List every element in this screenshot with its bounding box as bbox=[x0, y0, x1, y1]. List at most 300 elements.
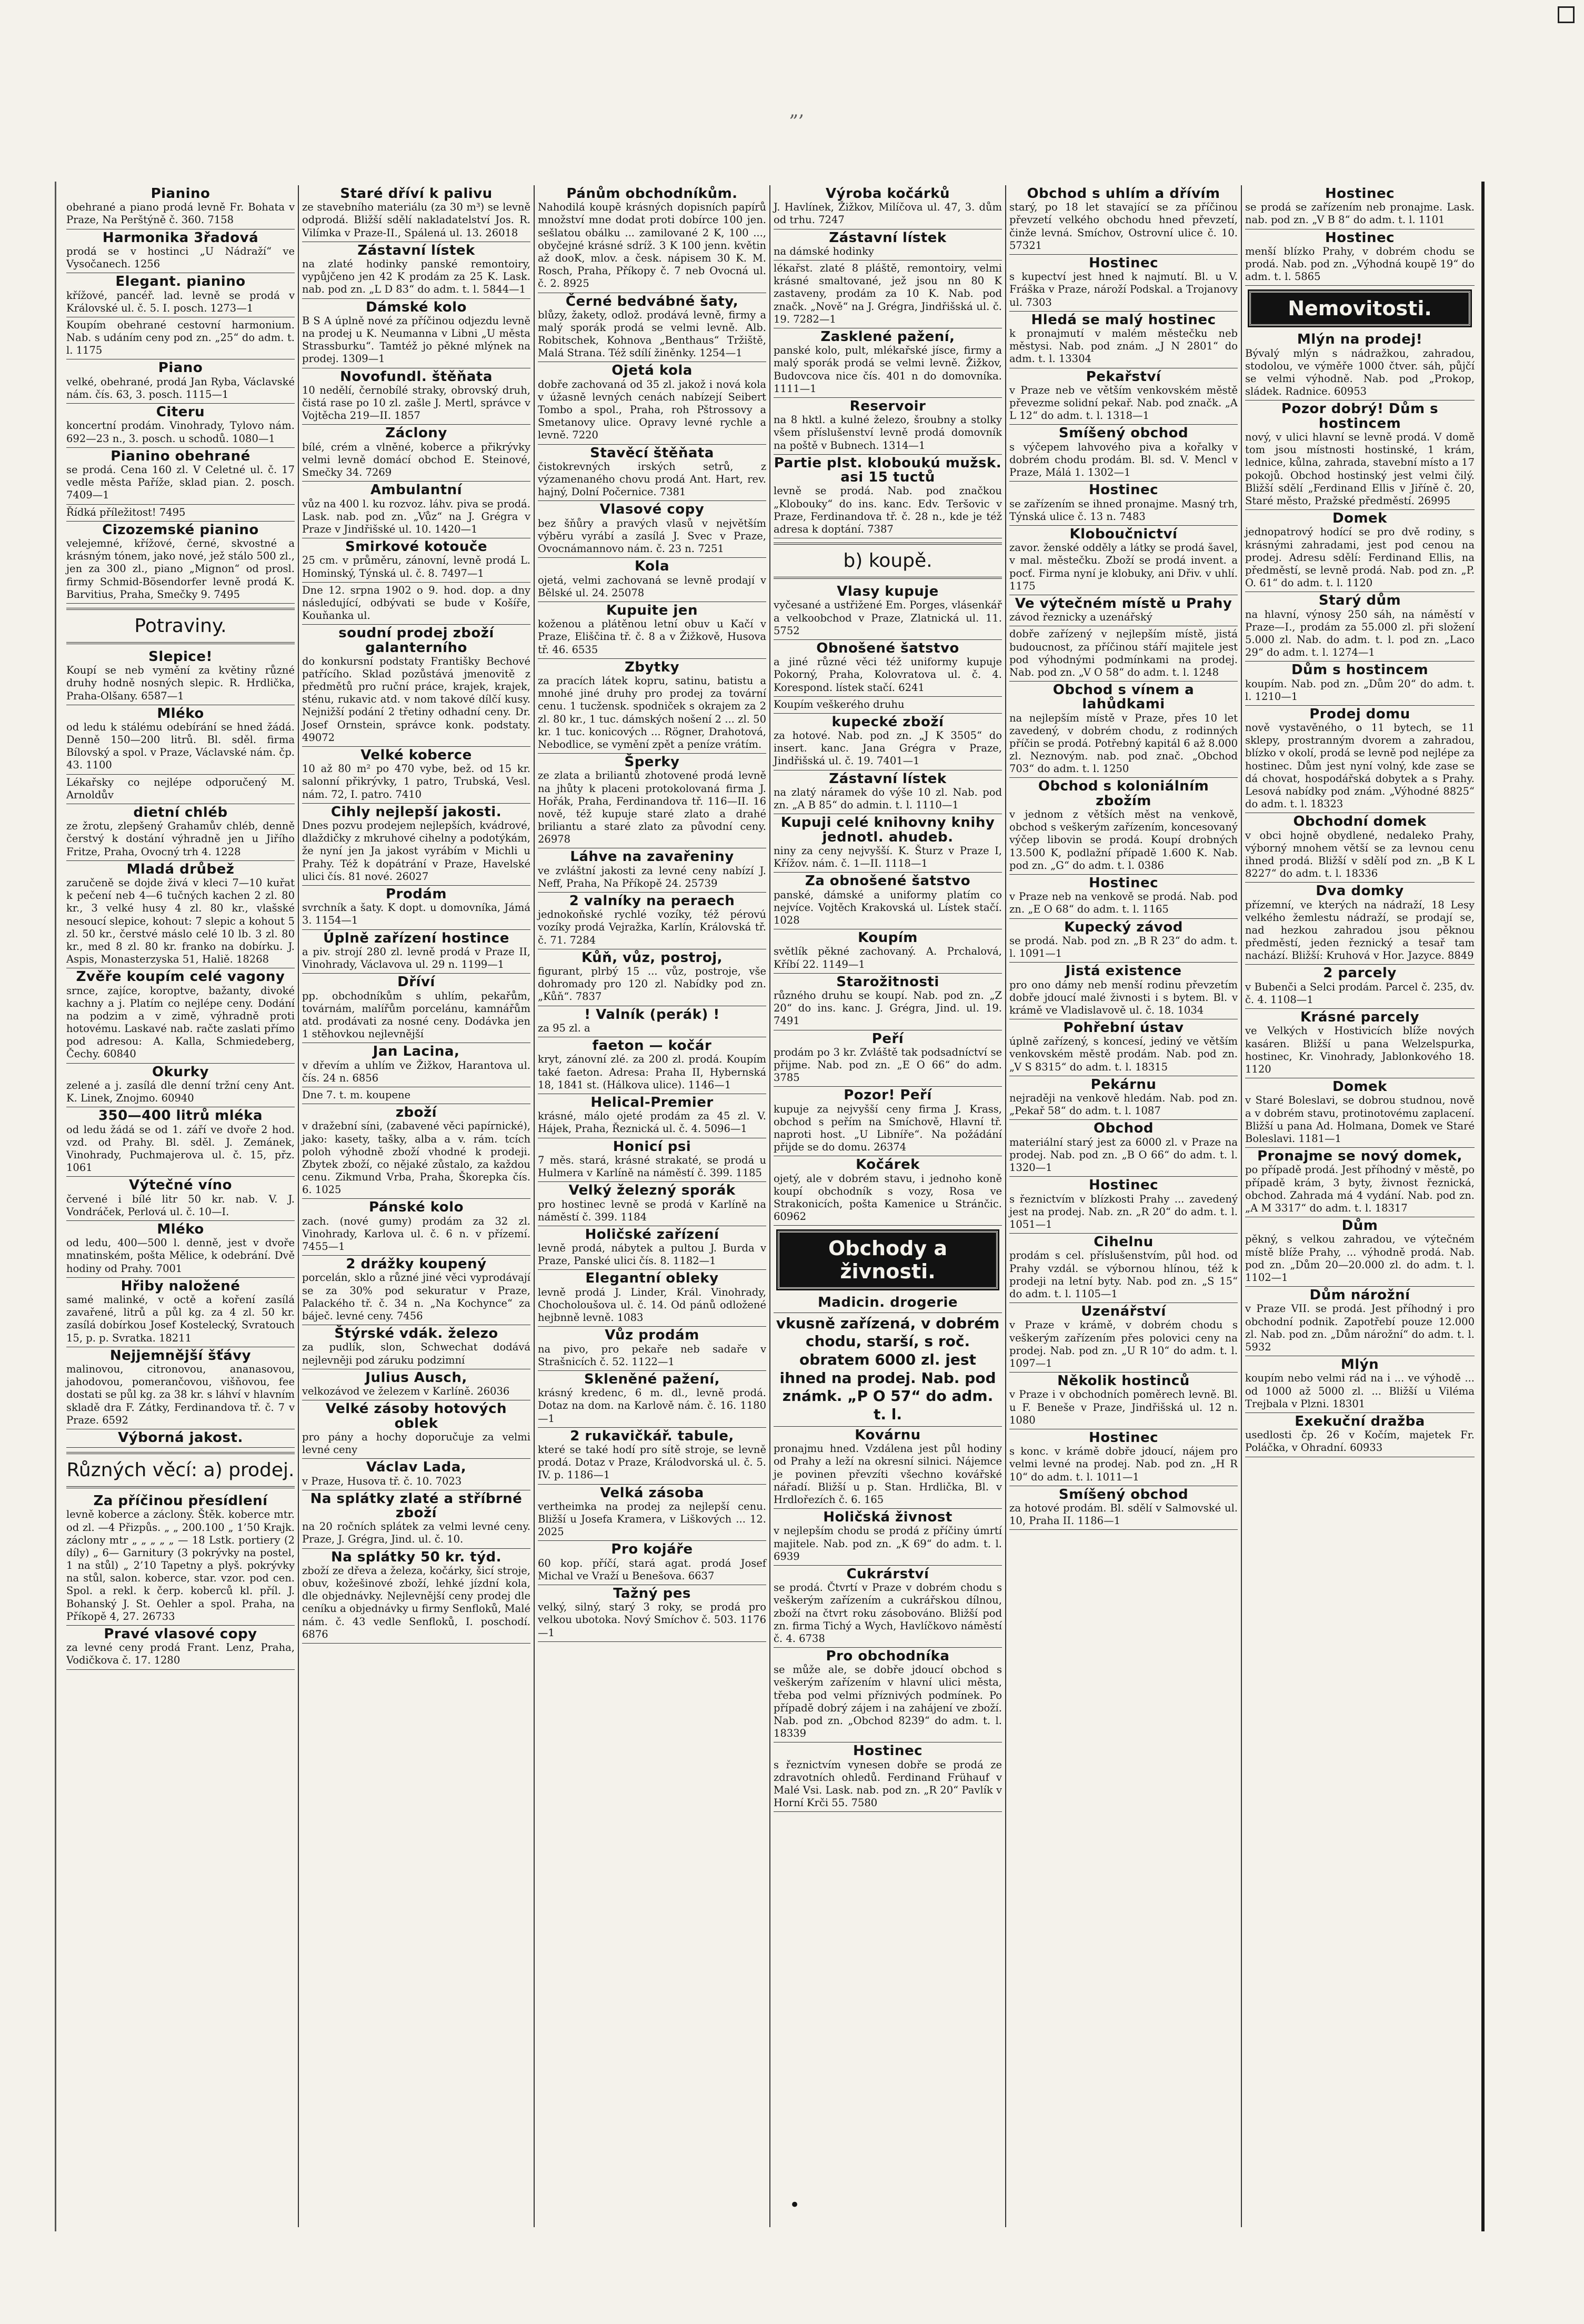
ad-text: pp. obchodníkům s uhlím, pekařům, továrnám, malířům porcelánu, kamnářům atd. prodávati za nosné ceny. Dodávka jen 1 stěhovkou nejlevnější bbox=[302, 989, 530, 1040]
ad-heading: Václav Lada, bbox=[366, 1459, 467, 1476]
ad-heading: Hostinec bbox=[1089, 1429, 1158, 1446]
ad-text: v dražební síni, (zabavené věci papírnické), jako: kasety, tašky, alba a v. rám. tcích poloh výhodně zboží vhodné k prodeji. Zbytek zboží, co nějaké zůstalo, za každou cenu. Zikmund Vrba, Praha, Škorepka čís. 6. 1025 bbox=[302, 1120, 530, 1196]
ad-heading: Zbytky bbox=[624, 659, 680, 675]
classified-ad bbox=[538, 293, 766, 363]
ad-heading: 2 rukavičkář. tabule, bbox=[570, 1428, 734, 1444]
classified-ad bbox=[1009, 963, 1238, 1019]
classified-ad bbox=[538, 1226, 766, 1270]
ad-heading: Skleněné pažení, bbox=[584, 1371, 720, 1387]
ad-heading: Tažný pes bbox=[613, 1586, 691, 1602]
ad-text: 7 měs. stará, krásné strakaté, se prodá u Hulmera v Karlíně na náměstí č. 399. 1185 bbox=[538, 1154, 766, 1179]
ad-heading: Dům s hostincem bbox=[1291, 662, 1429, 678]
ad-text: zboží ze dřeva a železa, kočárky, šicí stroje, obuv, kožešinové zboží, lehké jízdní kola, dle objednávky. Nejlevnější ceny prodej dle ceníku a objednávky u firmy Senfloků, Malé nám. č. 43 vedle Senfloků, I. poschodí. 6876 bbox=[302, 1564, 530, 1640]
classified-ad bbox=[1009, 255, 1238, 312]
ad-text: v Praze i v obchodních poměrech levně. Bl. u F. Beneše v Praze, Jindřišská ul. 12 n. 1080 bbox=[1009, 1388, 1238, 1426]
ad-text: se prodá se zařízením neb pronajme. Lask. nab. pod zn. „V B 8“ do adm. t. l. 1101 bbox=[1245, 201, 1475, 226]
ad-text: na 20 ročních splátek za velmi levné ceny. Praze, J. Grégra, Jind. ul. č. 10. bbox=[302, 1520, 530, 1546]
ad-heading: Koupím bbox=[858, 930, 918, 946]
classified-ad bbox=[66, 1429, 295, 1448]
ad-heading: Obchod s vínem a lahůdkami bbox=[1052, 682, 1195, 713]
classified-ad bbox=[774, 974, 1002, 1030]
classified-ad bbox=[1009, 1120, 1238, 1177]
ad-heading: zboží bbox=[395, 1105, 437, 1121]
ad-text: od ledu k stálému odebírání se hned žádá. Denně 150—200 litrů. Bl. sděl. firma Bílovský a spol. v Praze, Václavské nám. čp. 43. 1100 bbox=[66, 720, 295, 772]
ad-heading: Výborná jakost. bbox=[118, 1429, 243, 1446]
ad-heading: Velký železný sporák bbox=[568, 1183, 736, 1199]
ad-heading: Kupuji celé knihovny knihy jednotl. ahudeb. bbox=[780, 815, 995, 845]
ad-text: pro hostinec levně se prodá v Karlíně na náměstí č. 399. 1184 bbox=[538, 1198, 766, 1223]
ad-text: v jednom z větších měst na venkově, obchod s veškerým zařízením, koncesovaný výčep libovin se prodá. Koupí drobných 13.500 K, podlažní případě 1.600 K. Nab. pod zn. „G“ do adm. t. l. 0386 bbox=[1009, 808, 1238, 871]
ad-heading: Elegant. pianino bbox=[115, 274, 246, 290]
ad-heading: Ve výtečném místě u Prahy bbox=[1015, 595, 1232, 612]
ad-text: prodám s cel. příslušenstvím, půl hod. od Prahy vzdál. se výbornou hlínou, též k prodeji na letní byty. Nab. pod zn. „S 15“ do adm. t. l. 1105—1 bbox=[1009, 1249, 1238, 1300]
ad-text: nový, v ulici hlavní se levně prodá. V domě tom jsou místnosti hostinské, 1 krám, lednice, kůlna, zahrada, stavební místo a 17 pokojů. Obchod hostinský jest velmi čilý. Bližší sdělí „Ferdinand Ellis v Jiříně č. 20, Staré město, Pražské předměstí. 26995 bbox=[1245, 431, 1475, 507]
ad-text: v Bubenči a Selci prodám. Parcel č. 235, dv. č. 4. 1108—1 bbox=[1245, 980, 1475, 1006]
classified-ad bbox=[1009, 482, 1238, 526]
classified-ad bbox=[1245, 1009, 1475, 1078]
ad-heading: Hostinec bbox=[853, 1743, 923, 1759]
ad-heading: Nejjemnější šťávy bbox=[109, 1347, 252, 1364]
ad-text: na hlavní, výnosy 250 sáh, na náměstí v Praze—I., prodám za 55.000 zl. při složení 5.000 zl. Nab. do adm. t. l. pod zn. „Laco 29“ do adm. t. l. 1274—1 bbox=[1245, 608, 1475, 659]
classified-ad bbox=[774, 814, 1002, 873]
ad-heading: Piano bbox=[158, 360, 203, 376]
ad-heading: Novofundl. štěňata bbox=[340, 368, 493, 385]
ad-text: prodám po 3 kr. Zvláště tak podsadníctví se přijme. Nab. pod zn. „E O 66“ do adm. 3785 bbox=[774, 1046, 1002, 1084]
classified-ad bbox=[538, 1371, 766, 1428]
ad-text: ze stavebního materiálu (za 30 m³) se levně odprodá. Bližší sdělí nakladatelství Jos. R. Vilímka v Praze-II., Spálená ul. 13. 26018 bbox=[302, 201, 530, 239]
classified-ad bbox=[302, 242, 530, 299]
ad-text: levně prodá, nábytek a pultou J. Burda v Praze, Panské ulici čís. 8. 1182—1 bbox=[538, 1242, 766, 1267]
ad-heading: Hostinec bbox=[1089, 482, 1158, 498]
ad-heading: Štýrské vdák. železo bbox=[334, 1326, 498, 1342]
classified-ad bbox=[538, 445, 766, 502]
ad-text: vyčesané a ustřižené Em. Porges, vlásenkář a velkoobchod v Praze, Zlatnická ul. 11. 5752 bbox=[774, 599, 1002, 637]
ad-text: v dřevím a uhlím ve Žižkov, Harantova ul. čís. 24 n. 6856 bbox=[302, 1059, 530, 1084]
ad-text: bez šňůry a pravých vlasů v největším výběru vyrábí a zasílá J. Svec v Praze, Ovocnámannovo nám. č. 23 n. 7251 bbox=[538, 517, 766, 555]
ad-heading: Prodám bbox=[386, 886, 447, 902]
classified-ad bbox=[66, 804, 295, 861]
ad-heading: Kůň, vůz, postroj, bbox=[581, 949, 723, 966]
ad-heading: Mléko bbox=[157, 705, 204, 722]
ad-heading: Jan Lacina, bbox=[373, 1044, 460, 1060]
classified-ad bbox=[538, 602, 766, 659]
ad-text: blůzy, žakety, odlož. prodává levně, firmy a malý sporák prodá se velmi levně. Alb. Robitschek, Kohnova „Benthaus“ Tržiště, Malá Strana. Též sdílí žiněnky. 1254—1 bbox=[538, 308, 766, 359]
classified-ad bbox=[66, 273, 295, 317]
classified-ad bbox=[66, 404, 295, 448]
ad-text: 10 až 80 m² po 470 vybe, bež. od 15 kr. salonní přikrývky, 1 patro, Trubská, Vesl. nám. 72, I. patro. 7410 bbox=[302, 763, 530, 800]
classified-ad bbox=[66, 359, 295, 404]
ad-heading: Obchod bbox=[1093, 1120, 1154, 1137]
classified-ad bbox=[774, 1313, 1002, 1427]
classified-ad bbox=[538, 1006, 766, 1037]
classified-ad bbox=[538, 1270, 766, 1327]
classified-ad bbox=[66, 229, 295, 274]
bottom-dot: • bbox=[789, 2195, 800, 2216]
classified-ad bbox=[538, 1541, 766, 1585]
ad-heading: Smíšený obchod bbox=[1058, 1486, 1189, 1502]
ad-heading: Helical-Premier bbox=[590, 1094, 714, 1110]
classified-ad bbox=[302, 747, 530, 804]
classified-ad bbox=[1009, 526, 1238, 595]
ad-heading: Zasklené pažení, bbox=[820, 328, 955, 345]
ad-text: na nejlepším místě v Praze, přes 10 let zavedený, v dobrém chodu, z rodinných příčin se prodá. Potřebný kapitál 6 až 8.000 zl. Neznovým. nab. pod znač. „Obchod 703“ do adm. t. l. 1250 bbox=[1009, 712, 1238, 775]
classified-ad bbox=[538, 1138, 766, 1183]
ad-heading: Velká zásoba bbox=[600, 1485, 704, 1501]
ad-text: v Praze v krámě, v dobrém chodu s veškerým zařízením přes polovici ceny na prodej. Nab. pod zn. „U R 10“ do adm. t. l. 1097—1 bbox=[1009, 1319, 1238, 1369]
ad-text: jednokoňské rychlé vozíky, též pérovú vozíky prodá Vejražka, Karlín, Královská tř. č. 71. 7284 bbox=[538, 908, 766, 946]
ad-text: v Praze neb ve větším venkovském městě převezme solidní pekař. Nab. pod značk. „A L 12“ do adm. t. l. 1318—1 bbox=[1009, 384, 1238, 422]
ad-heading: Cukrárství bbox=[846, 1566, 929, 1582]
classified-ad bbox=[538, 1327, 766, 1371]
ad-heading: Pravé vlasové copy bbox=[104, 1626, 257, 1642]
ad-text: panské kolo, pult, mlékařské jísce, firmy a malý sporák prodá se velmi levně. Žižkov, Budovcova nice čís. 401 n do domovníka. 1111—1 bbox=[774, 344, 1002, 395]
classified-ad bbox=[774, 1509, 1002, 1566]
ad-text: za 95 zl. a bbox=[538, 1021, 590, 1034]
classified-ad bbox=[538, 1428, 766, 1485]
ad-heading: 2 parcely bbox=[1323, 965, 1397, 981]
ad-heading: Honicí psi bbox=[613, 1138, 691, 1155]
ad-text: které se také hodí pro sítě stroje, se levně prodá. Dotaz v Praze, Králodvorská ul. č. 5. IV. p. 1186—1 bbox=[538, 1444, 766, 1481]
classified-ad bbox=[302, 583, 530, 625]
ad-heading: Reservoir bbox=[849, 398, 926, 414]
classified-ad bbox=[774, 455, 1002, 538]
ad-text: v Staré Boleslavi, se dobrou studnou, nově a v dobrém stavu, protinotovému zaplacení. Bližší u pana Ad. Holmana, Domek ve Staré Boleslavi. 1181—1 bbox=[1245, 1094, 1475, 1145]
ad-heading: Holičské zařízení bbox=[585, 1226, 719, 1243]
ad-text: se prodá. Cena 160 zl. V Celetné ul. č. 17 vedle města Paříže, sklad pian. 2. posch. 7409—1 bbox=[66, 464, 295, 502]
ad-heading: Pozor! Peří bbox=[844, 1087, 932, 1104]
classified-ad bbox=[538, 558, 766, 602]
classified-ad bbox=[774, 185, 1002, 229]
ad-heading: Obchod s koloniálním zbožím bbox=[1038, 778, 1209, 809]
ad-text: Dnes pozvu prodejem nejlepších, kvádrové, dlaždičky z mkruhové cihelny a podotýkám, že nyní jen Ja jakost vyrábím v Michli u Prahy. Též k dopátrání v Praze, Havelské ulici čís. 81 nové. 26027 bbox=[302, 819, 530, 883]
ad-heading: Záclony bbox=[385, 425, 447, 442]
ad-heading: 350—400 litrů mléka bbox=[98, 1108, 263, 1124]
classified-ad bbox=[66, 1626, 295, 1670]
ad-text: dobře zachovaná od 35 zl. jakož i nová kola v úžasně levných cenách nabízejí Seibert Tombo a spol., Praha, roh Pštrossovy a Smetanovy ulice. Opravy levné rychle a levně. 7220 bbox=[538, 378, 766, 442]
ad-text: červené i bílé litr 50 kr. nab. V. J. Vondráček, Perlová ul. č. 10—I. bbox=[66, 1193, 295, 1218]
ad-heading: Kola bbox=[634, 558, 669, 575]
ad-heading: Krásné parcely bbox=[1300, 1009, 1420, 1026]
ad-text: za hotové prodám. Bl. sdělí v Salmovské ul. 10, Praha II. 1186—1 bbox=[1009, 1501, 1238, 1527]
ad-heading: Stavěcí štěňata bbox=[590, 445, 714, 461]
ad-heading: Vlasy kupuje bbox=[837, 584, 939, 600]
ad-text: po případě prodá. Jest příhodný v městě, po případě krám, 3 byty, živnost řeznická, obchod. Zahrada má 4 vydání. Nab. pod zn. „A M 3317“ do adm. t. l. 18317 bbox=[1245, 1164, 1475, 1214]
ad-heading: Starožitnosti bbox=[836, 974, 939, 990]
classified-ad bbox=[1009, 1019, 1238, 1076]
ad-text: ze zlata a briliantů zhotovené prodá levně na jhůty k placeni protokolovaná firma J. Hořák, Praha, Ferdinandova tř. 116—II. 16 nově, též kupuje staré zlato a drahé briliantu a staré zlato za původní ceny. 26978 bbox=[538, 769, 766, 846]
classified-ad bbox=[1245, 400, 1475, 510]
classified-ad bbox=[66, 1177, 295, 1221]
ad-text: pěkný, s velkou zahradou, ve výtečném místě blíže Prahy, ... výhodně prodá. Nab. pod zn. „Dům 20—20.000 zl. do adm. t. l. 1102—1 bbox=[1245, 1233, 1475, 1284]
ad-heading: Smíšený obchod bbox=[1058, 425, 1189, 442]
ad-heading: Obnošené šatstvo bbox=[816, 640, 959, 656]
classified-ad bbox=[774, 873, 1002, 929]
classified-ad bbox=[302, 625, 530, 747]
ad-text: v obci hojně obydlené, nedaleko Prahy, výborný mnohem větší se za levnou cenu ihned prodá. Bližší v sdělí pod zn. „B K L 8227“ do adm. t. l. 18336 bbox=[1245, 829, 1475, 880]
ad-heading: Dámské kolo bbox=[366, 299, 467, 315]
ad-text: v Praze VII. se prodá. Jest příhodný i pro obchodní podnik. Zapotřebí pouze 12.000 zl. Nab. pod zn. „Dům nárožní“ do adm. t. l. 5932 bbox=[1245, 1303, 1475, 1353]
ad-text: velké, obehrané, prodá Jan Ryba, Václavské nám. čís. 63, 3. posch. 1115—1 bbox=[66, 375, 295, 400]
classified-ad bbox=[66, 317, 295, 360]
ad-heading: Za příčinou přesídlení bbox=[93, 1493, 268, 1509]
ad-text: 60 kop. příčí, stará agat. prodá Josef Michal ve Vraží u Benešova. 6637 bbox=[538, 1557, 766, 1582]
ad-text: křížové, pancéř. lad. levně se prodá v Královské ul. č. 5. I. posch. 1273—1 bbox=[66, 289, 295, 314]
ad-text: kryt, zánovní zlé. za 200 zl. prodá. Koupím také faeton. Adresa: Praha II, Hybernská 18, 1841 st. (Hálkova ulice). 1146—1 bbox=[538, 1053, 766, 1091]
ad-text: svrchník a šaty. K dopt. u domovníka, Jámá 3. 1154—1 bbox=[302, 901, 530, 927]
ad-heading: Ambulantní bbox=[370, 482, 463, 498]
ad-heading: Zástavní lístek bbox=[829, 770, 947, 787]
classified-ad bbox=[302, 804, 530, 886]
classified-ad bbox=[302, 930, 530, 974]
ad-heading: Pronajme se nový domek, bbox=[1257, 1148, 1462, 1165]
ad-text: zavor. ženské odděly a látky se prodá šavel, v mal. městečku. Zboží se prodá invent. a pocť. Firma nyní je klobuky, ani Dřiv. v uhlí. 1175 bbox=[1009, 542, 1238, 592]
column-1 bbox=[63, 185, 299, 2227]
classified-ad bbox=[774, 697, 1002, 714]
section-heading: Různých věcí: a) prodej. bbox=[66, 1452, 295, 1488]
ad-text: k pronajmutí v malém městečku neb městysi. Nab. pod znám. „J N 2801“ do adm. t. l. 13304 bbox=[1009, 327, 1238, 365]
ad-heading: Obchodní domek bbox=[1293, 814, 1427, 830]
ad-heading: Dům nárožní bbox=[1309, 1287, 1410, 1304]
classified-ad bbox=[302, 974, 530, 1043]
classified-ad bbox=[302, 1549, 530, 1644]
classified-ad bbox=[1245, 331, 1475, 400]
ad-heading: kupecké zboží bbox=[831, 714, 944, 730]
classified-ad bbox=[1245, 965, 1475, 1009]
ad-text: zach. (nové gumy) prodám za 32 zl. Vinohrady, Karlova ul. č. 6 n. v přízemí. 7455—1 bbox=[302, 1215, 530, 1253]
ad-heading: Cihly nejlepší jakosti. bbox=[330, 804, 502, 820]
classified-ad bbox=[1009, 1303, 1238, 1373]
classified-ad bbox=[302, 1369, 530, 1400]
ad-text: ve Velkých v Hostivicích blíže nových kasáren. Bližší u pana Welzelspurka, hostinec, Kr. Vinohrady, Jablonkového 18. 1120 bbox=[1245, 1025, 1475, 1075]
ad-heading: Dva domky bbox=[1316, 883, 1404, 899]
classified-ad bbox=[1245, 1078, 1475, 1148]
ad-heading: Pianino bbox=[151, 186, 210, 202]
classified-ad bbox=[538, 949, 766, 1006]
ad-heading: Ojetá kola bbox=[611, 363, 693, 379]
ad-heading: Pianino obehrané bbox=[111, 448, 250, 464]
classified-ad bbox=[774, 1087, 1002, 1156]
top-stray-mark: „, bbox=[789, 100, 805, 121]
classified-columns bbox=[63, 185, 1478, 2227]
ad-heading: Výtečné víno bbox=[129, 1177, 232, 1194]
ad-text: panské, dámské a uniformy platím co nejvíce. Vojtěch Krakovská ul. Lístek stačí. 1028 bbox=[774, 888, 1002, 926]
classified-ad bbox=[302, 482, 530, 538]
ad-heading: Hostinec bbox=[1325, 186, 1395, 202]
ad-text: s řeznictvím vynesen dobře se prodá ze zdravotních ohledů. Ferdinand Frühauf v Malé Vsi. Lask. nab. pod zn. „R 20“ Pavlík v Horní Krči 55. 7580 bbox=[774, 1758, 1002, 1809]
ad-text: za pudlík, slon, Schwechat dodává nejlevněji pod záruku podzimní bbox=[302, 1341, 530, 1366]
classified-ad bbox=[66, 648, 295, 705]
classified-ad bbox=[774, 929, 1002, 974]
classified-ad bbox=[538, 1485, 766, 1541]
ad-text: malinovou, citronovou, ananasovou, jahodovou, pomerančovou, višňovou, fee dostati se půl kg. za 38 kr. s láhví v hlavním skladě dra F. Zátky, Ferdinandova tř. č. 7 v Praze. 6592 bbox=[66, 1363, 295, 1426]
ad-text: světlík pěkné zachovaný. A. Prchalová, Kříbí 22. 1149—1 bbox=[774, 945, 1002, 970]
classified-ad bbox=[538, 362, 766, 444]
ad-text: J. Havlínek, Žižkov, Milíčova ul. 47, 3. dům od trhu. 7247 bbox=[774, 201, 1002, 226]
ad-text: na pivo, pro pekaře neb sadaře v Strašnicích č. 52. 1122—1 bbox=[538, 1343, 766, 1368]
ad-heading: Elegantní obleky bbox=[585, 1270, 719, 1287]
classified-ad bbox=[1009, 875, 1238, 919]
classified-ad bbox=[66, 705, 295, 775]
column-4 bbox=[770, 185, 1006, 2227]
ad-heading: Zvěře koupím celé vagony bbox=[76, 969, 285, 985]
ad-heading: Zástavní lístek bbox=[357, 242, 475, 258]
ad-text: nově vystavěného, o 11 bytech, se 11 sklepy, prostranným dvorem a zahradou, blízko v okolí, prodá se levně pod nejlépe za hostinec. Dům jest nyní volný, kde zase se dá chovat, hospodářská dobytek a s Prahy. Lesová nabídky pod znám. „Výhodné 8825“ do adm. t. l. 18323 bbox=[1245, 722, 1475, 810]
ad-heading: 2 drážky koupený bbox=[346, 1256, 487, 1273]
classified-ad bbox=[538, 1182, 766, 1226]
classified-ad bbox=[1245, 510, 1475, 592]
classified-ad bbox=[1245, 1148, 1475, 1217]
classified-ad bbox=[1245, 229, 1475, 286]
classified-ad bbox=[774, 714, 1002, 770]
classified-ad bbox=[1009, 1486, 1238, 1530]
ad-text: samé malinké, v octě a koření zasílá zavařené, litrů a půl kg. za 4 zl. 50 kr. zasílá dobírkou Josef Kostelecký, Svratouch 15, p. p. Svratka. 18211 bbox=[66, 1294, 295, 1344]
classified-ad bbox=[1009, 368, 1238, 425]
ad-text: menší blízko Prahy, v dobrém chodu se prodá. Nab. pod zn. „Výhodná koupě 19“ do adm. t. l. 5865 bbox=[1245, 245, 1475, 283]
ad-text: starý, po 18 let stavající se za příčinou převzetí velkého obchodu hned převzetí, činže levná. Smíchov, Ostrovní ulice č. 10. 57321 bbox=[1009, 201, 1238, 252]
classified-ad bbox=[1009, 682, 1238, 778]
ad-heading: Citeru bbox=[156, 404, 205, 420]
ad-text: srnce, zajíce, koroptve, bažanty, divoké kachny a j. Platím co nejlépe ceny. Dodání na podzim a v zimě, výhradně proti hotovému. Laskavé nab. račte zaslati přímo pod adresou: A. Kalla, Schmiedeberg, Čechy. 60840 bbox=[66, 984, 295, 1060]
ad-text: Lékařsky co nejlépe odporučený M. Arnoldův bbox=[66, 776, 295, 801]
ad-text: levně se prodá. Nab. pod značkou „Klobouky“ do ins. kanc. Edv. Teršovic v Praze, Ferdinandova tř. č. 28 n., kde je též adresa k doptání. 7387 bbox=[774, 485, 1002, 535]
classified-ad bbox=[1009, 1429, 1238, 1486]
classified-ad bbox=[774, 229, 1002, 261]
ad-heading: Holičská živnost bbox=[823, 1509, 953, 1526]
classified-ad bbox=[538, 659, 766, 754]
classified-ad bbox=[1245, 1356, 1475, 1413]
ad-text: na dámské hodinky bbox=[774, 245, 874, 257]
corner-frame-mark bbox=[1558, 6, 1575, 23]
section-banner: Nemovitosti. bbox=[1249, 291, 1470, 326]
classified-ad bbox=[66, 185, 295, 229]
ad-text: za hotové. Nab. pod zn. „J K 3505“ do insert. kanc. Jana Grégra v Praze, Jindřišská ul. č. 19. 7401—1 bbox=[774, 729, 1002, 767]
ad-text: závod řeznicky a uzenářský bbox=[1009, 611, 1152, 624]
ad-heading: Domek bbox=[1332, 510, 1387, 527]
ad-text: od ledu žádá se od 1. září ve dvoře 2 hod. vzd. od Prahy. Bl. sděl. J. Zemánek, Vinohrady, Puchmajerova ul. č. 15, přz. 1061 bbox=[66, 1123, 295, 1174]
ad-text: Bývalý mlýn s nádražkou, zahradou, stodolou, ve výměře 1000 čtver. sáh, půjčí se velmi výhodně. Nab. pod „Prokop, sládek. Radnice. 60953 bbox=[1245, 347, 1475, 398]
classified-ad bbox=[66, 1347, 295, 1429]
classified-ad bbox=[1245, 592, 1475, 662]
ad-text: zaručeně se dojde živá v kleci 7—10 kuřat k pečení neb 4—6 tučných kachen 2 zl. 80 kr., 3 velké husy 4 zl. 80 kr., vlašské nesoucí slepice, kohout: 7 slepic a kohout 5 zl. 50 kr., čerstvé máslo celé 10 lb. 3 zl. 80 kr., med 8 zl. 80 kr. franko na dobírku. J. Aspis, Monasterzyska 51, Haliě. 18268 bbox=[66, 877, 295, 966]
ad-heading: faeton — kočár bbox=[592, 1038, 712, 1054]
classified-ad bbox=[774, 1648, 1002, 1742]
ad-heading: Exekuční dražba bbox=[1295, 1413, 1425, 1429]
ad-text: vůz na 400 l. ku rozvoz. láhv. piva se prodá. Lask. nab. pod zn. „Vůz“ na J. Grégra v Praze v Jindřišské ul. 10. 1420—1 bbox=[302, 497, 530, 535]
ad-text: vertheimka na prodej za nejlepší cenu. Bližší u Josefa Kramera, v Liškových ... 12. 2025 bbox=[538, 1500, 766, 1538]
ad-text: různého druhu se koupí. Nab. pod zn. „Z 20“ do ins. kanc. J. Grégra, Jind. ul. 19. 7491 bbox=[774, 989, 1002, 1027]
classified-ad bbox=[66, 861, 295, 969]
ad-text: obehrané a piano prodá levně Fr. Bohata v Praze, Na Perštýně č. 360. 7158 bbox=[66, 201, 295, 226]
classified-ad bbox=[302, 538, 530, 583]
ad-heading: Láhve na zavařeniny bbox=[570, 849, 734, 865]
ad-heading: Uzenářství bbox=[1081, 1304, 1166, 1320]
ad-heading: Pánům obchodníkům. bbox=[566, 186, 738, 202]
ad-text: koženou a plátěnou letní obuv u Kačí v Praze, Eliščina tř. č. 8 a v Žižkově, Husova tř. 46. 6535 bbox=[538, 618, 766, 656]
ad-text: pro ono dámy neb menší rodinu převzetím dobře jdoucí malé živnosti i s bytem. Bl. v krámě ve Vladislavově ul. č. 18. 1034 bbox=[1009, 978, 1238, 1016]
ad-text: s výčepem lahvového piva a kořalky v dobrém chodu prodám. Bl. sd. V. Mencl v Praze, Málá 1. 1302—1 bbox=[1009, 440, 1238, 479]
ad-heading: Kovárnu bbox=[855, 1427, 921, 1443]
classified-ad bbox=[1245, 1413, 1475, 1457]
ad-text: v nejlepším chodu se prodá z příčiny úmrtí majitele. Nab. pod zn. „K 69“ do adm. t. l. 6939 bbox=[774, 1525, 1002, 1562]
column-2 bbox=[299, 185, 535, 2227]
column-3 bbox=[535, 185, 770, 2227]
classified-ad bbox=[1009, 425, 1238, 482]
classified-ad bbox=[1009, 595, 1238, 626]
ad-text: se může ale, se dobře jdoucí obchod s veškerým zařízením v hlavní ulici města, třeba pod velmi příznivých podmínek. Po případě dobrý zájem i na zahájení ve zboží. Nab. pod zn. „Obchod 8239“ do adm. t. l. 18339 bbox=[774, 1664, 1002, 1740]
ad-heading: Starý dům bbox=[1318, 593, 1401, 609]
ad-text: ve zvláštní jakosti za levné ceny nabízí J. Neff, Praha, Na Příkopě 24. 25739 bbox=[538, 864, 766, 889]
classified-ad bbox=[1245, 883, 1475, 965]
ad-text: a jiné různé věci též uniformy kupuje Pokorný, Praha, Kolovratova ul. č. 4. Korespond. lístek stačí. 6241 bbox=[774, 656, 1002, 694]
classified-ad bbox=[302, 1087, 530, 1104]
ad-text: v Praze, Husova tř. č. 10. 7023 bbox=[302, 1475, 462, 1487]
ad-text: ojetá, velmi zachovaná se levně prodají v Bělské ul. 24. 25078 bbox=[538, 574, 766, 599]
ad-text: 25 cm. v průměru, zánovní, levně prodá L. Hominský, Týnská ul. č. 8. 7497—1 bbox=[302, 554, 530, 579]
classified-ad bbox=[1009, 626, 1238, 682]
classified-ad bbox=[66, 505, 295, 522]
ad-heading: soudní prodej zboží galanterního bbox=[338, 625, 494, 656]
ad-heading: Peří bbox=[871, 1030, 904, 1047]
ad-text: se zařízením se ihned pronajme. Masný trh, Týnská ulice č. 13 n. 7483 bbox=[1009, 497, 1238, 523]
ad-heading: Dům bbox=[1341, 1218, 1378, 1234]
ad-text: pronajmu hned. Vzdálena jest půl hodiny od Prahy a leží na okresní silnici. Nájemce je povinen převzíti všechno kovářské nářadí. Bližší u p. Stan. Hrdlička, Bl. v Hrdlořezích č. 6. 165 bbox=[774, 1443, 1002, 1506]
classified-ad bbox=[538, 848, 766, 893]
section-heading: Potraviny. bbox=[66, 608, 295, 644]
ad-text: levně koberce a záclony. Štěk. koberce mtr. od zl. —4 Přizpůs. „ „ 200.100 „ 1’50 Krajk. záclony mtr „ „ „ „ „ — 18 Lstk. portiery (2 díly) „ 6— Garnitury (3 pokrývky na postel, 1 na stůl) „ 2’10 Tapetny a plyš. pokrývky na stůl, salon. koberce, star. vzor. pod cen. Spol. a rekl. k čerp. koberců kl. příl. J. Bohanský J. St. Oehler a spol. Praha, na Příkopě 4, 27. 26733 bbox=[66, 1508, 295, 1622]
classified-ad bbox=[774, 1566, 1002, 1648]
ad-heading: Mladá drůbež bbox=[126, 861, 235, 877]
ad-text: ojetý, ale v dobrém stavu, i jednoho koně koupí obchodník s vozy, Rosa ve Strakonicích, pošta Kamenice u Stránčic. 60962 bbox=[774, 1172, 1002, 1223]
classified-ad bbox=[302, 368, 530, 425]
ad-text: velkozávod ve železem v Karlíně. 26036 bbox=[302, 1385, 510, 1398]
classified-ad bbox=[538, 1037, 766, 1094]
classified-ad bbox=[66, 968, 295, 1063]
classified-ad bbox=[1009, 185, 1238, 255]
ad-text: koncertní prodám. Vinohrady, Tylovo nám. 692—23 n., 3. posch. u schodů. 1080—1 bbox=[66, 419, 295, 445]
ad-heading: Cizozemské pianino bbox=[102, 522, 259, 538]
classified-ad bbox=[1245, 706, 1475, 814]
ad-heading: Smirkové kotouče bbox=[345, 539, 487, 555]
ad-text: Nahodilá koupě krásných dopisních papírů množství mne dodat proti dobírce 100 jen. sešlatou obálku ... zamilované 2 K, 100 ..., obyčejné krásné sdríž. 3 K 100 jenn. květin až dooK, mlov. a česk. nápisem 30 K. M. Rosch, Praha, Příkopy č. 7 neb Ovocná ul. č. 2. 8925 bbox=[538, 201, 766, 290]
classified-ad bbox=[1245, 1217, 1475, 1287]
classified-ad bbox=[1245, 662, 1475, 706]
ad-text: na 8 hktl. a kulné železo, šroubny a stolky všem příslušenství levně prodá domovník na poště v Bubnech. 1314—1 bbox=[774, 414, 1002, 452]
ad-heading: Mléko bbox=[157, 1221, 204, 1237]
ad-heading: Hřiby naložené bbox=[121, 1278, 240, 1294]
classified-ad bbox=[774, 328, 1002, 398]
ad-heading: Prodej domu bbox=[1309, 706, 1410, 722]
ad-heading: Hledá se malý hostinec bbox=[1031, 312, 1216, 328]
ad-heading: Kupecký závod bbox=[1064, 919, 1183, 935]
ad-text: za levné ceny prodá Frant. Lenz, Praha, Vodičkova č. 17. 1280 bbox=[66, 1641, 295, 1667]
section-banner: Obchody a živnosti. bbox=[778, 1231, 998, 1289]
ad-text: lékařst. zlaté 8 pláště, remontoiry, velmi krásné smaltované, jež jsou nn 80 K zastaveny, prodám za 10 K. Nab. pod značk. „Nově“ na J. Grégra, Jindřišská ul. č. 19. 7282—1 bbox=[774, 262, 1002, 325]
classified-ad bbox=[302, 1104, 530, 1199]
ad-text: materiální starý jest za 6000 zl. v Praze na prodej. Nab. pod zn. „B O 66“ do adm. t. l. 1320—1 bbox=[1009, 1136, 1238, 1174]
ad-text: prodá se v hostinci „U Nádraží“ ve Vysočanech. 1256 bbox=[66, 245, 295, 271]
classified-ad bbox=[774, 261, 1002, 328]
ad-heading: Zástavní lístek bbox=[829, 229, 947, 246]
ad-text: se prodá. Čtvrtí v Praze v dobrém chodu s veškerým zařízením a cukrářskou dílnou, zboží na čtvrt roku zásobováno. Bližší pod zn. firma Tichý a Wych, Havlíčkovo náměstí č. 4. 6738 bbox=[774, 1581, 1002, 1645]
ad-text: na zlaté hodinky panské remontoiry, vypůjčeno jen 42 K prodám za 25 K. Lask. nab. pod zn. „L D 83“ do adm. t. l. 5844—1 bbox=[302, 258, 530, 296]
ad-text: Koupí se neb vymění za květiny různé druhy hodně nosných slepic. R. Hrdlička, Praha-Olšany. 6587—1 bbox=[66, 664, 295, 702]
ad-text: usedlosti čp. 26 v Kočím, majetek Fr. Poláčka, v Ohradní. 60933 bbox=[1245, 1429, 1475, 1454]
classified-ad bbox=[302, 886, 530, 930]
ad-heading: Na splátky 50 kr. týd. bbox=[330, 1549, 502, 1565]
ad-text: pro pány a hochy doporučuje za velmi levné ceny bbox=[302, 1430, 530, 1456]
ad-text: vkusně zařízená, v dobrém chodu, starší, s roč. obratem 6000 zl. jest ihned na prodej. Nab. pod známk. „P O 57“ do adm. t. l. bbox=[776, 1314, 1000, 1424]
classified-ad bbox=[66, 1278, 295, 1347]
